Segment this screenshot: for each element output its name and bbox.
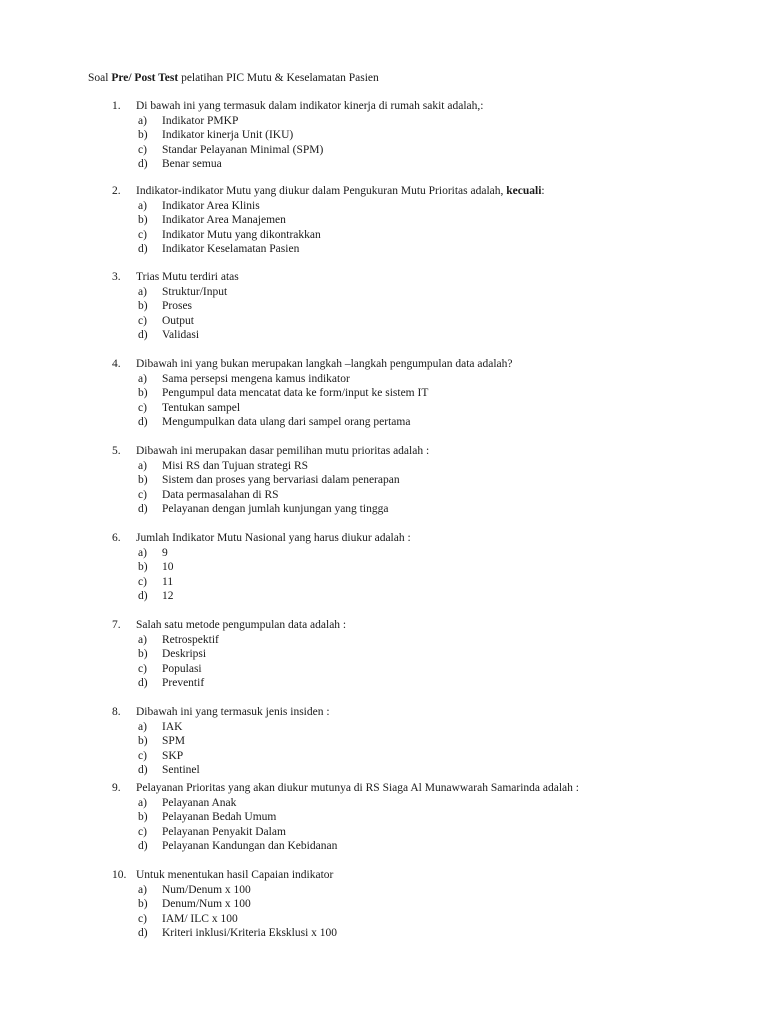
question-item: [0, 270, 768, 343]
answer-option: [0, 575, 768, 590]
question-text: [136, 531, 411, 546]
option-letter: d): [138, 416, 148, 429]
question-line: [0, 781, 768, 796]
option-text: Pelayanan Penyakit Dalam: [162, 825, 286, 838]
option-text: Tentukan sampel: [162, 401, 241, 414]
answer-option: [0, 459, 768, 474]
question-number: 5.: [112, 445, 121, 457]
option-text: Data permasalahan di RS: [162, 488, 279, 501]
answer-option: [0, 647, 768, 662]
question-main-text: Dibawah ini yang bukan merupakan langkah –langkah pengumpulan data adalah?: [136, 358, 513, 370]
option-letter: c): [138, 314, 147, 327]
question-text: [136, 99, 483, 114]
answer-option: [0, 912, 768, 927]
answer-option: [0, 372, 768, 387]
option-text: Mengumpulkan data ulang dari sampel orang pertama: [162, 416, 411, 429]
option-text: Pengumpul data mencatat data ke form/input ke sistem IT: [162, 387, 429, 400]
question-text: [136, 868, 333, 883]
question-main-text: Dibawah ini merupakan dasar pemilihan mutu prioritas adalah :: [136, 445, 430, 457]
answer-option: [0, 676, 768, 691]
option-letter: d): [138, 840, 148, 853]
option-text: Sama persepsi mengena kamus indikator: [162, 372, 350, 385]
option-text: Populasi: [162, 662, 202, 675]
option-letter: b): [138, 129, 148, 142]
option-text: Num/Denum x 100: [162, 883, 251, 896]
option-text: Indikator PMKP: [162, 114, 239, 127]
option-text: 12: [162, 590, 174, 603]
answer-option: [0, 157, 768, 172]
question-item: [0, 868, 768, 941]
answer-option: [0, 299, 768, 314]
answer-option: [0, 897, 768, 912]
answer-option: [0, 633, 768, 648]
option-text: Indikator Area Klinis: [162, 199, 260, 212]
answer-option: [0, 143, 768, 158]
question-number: 8.: [112, 706, 121, 718]
question-text: [136, 270, 239, 285]
question-main-text: Indikator-indikator Mutu yang diukur dalam Pengukuran Mutu Prioritas adalah,: [136, 185, 507, 197]
question-main-text: Pelayanan Prioritas yang akan diukur mutunya di RS Siaga Al Munawwarah Samarinda adalah :: [136, 782, 579, 794]
option-letter: d): [138, 329, 148, 342]
answer-option: [0, 589, 768, 604]
question-line: [0, 618, 768, 633]
answer-option: [0, 546, 768, 561]
title-prefix: Soal: [88, 72, 112, 84]
option-letter: c): [138, 575, 147, 588]
option-text: Validasi: [162, 329, 200, 342]
question-line: [0, 531, 768, 546]
question-item: [0, 705, 768, 778]
answer-option: [0, 720, 768, 735]
option-letter: c): [138, 749, 147, 762]
option-text: IAK: [162, 720, 183, 733]
option-text: 10: [162, 561, 174, 574]
question-text: [136, 184, 545, 199]
question-item: [0, 618, 768, 691]
answer-option: [0, 749, 768, 764]
option-text: SPM: [162, 735, 186, 748]
option-letter: b): [138, 474, 148, 487]
option-letter: c): [138, 488, 147, 501]
option-letter: d): [138, 158, 148, 171]
option-text: Pelayanan Anak: [162, 796, 237, 809]
question-line: [0, 270, 768, 285]
answer-option: [0, 734, 768, 749]
answer-option: [0, 285, 768, 300]
answer-option: [0, 810, 768, 825]
question-line: [0, 868, 768, 883]
option-text: Indikator Keselamatan Pasien: [162, 243, 300, 256]
question-emphasis: kecuali: [506, 185, 542, 197]
question-main-text: Trias Mutu terdiri atas: [136, 271, 239, 283]
answer-option: [0, 401, 768, 416]
option-letter: a): [138, 199, 147, 212]
option-text: Pelayanan Bedah Umum: [162, 811, 277, 824]
option-letter: a): [138, 633, 147, 646]
question-text: [136, 444, 429, 459]
option-letter: d): [138, 927, 148, 940]
question-line: [0, 705, 768, 720]
option-letter: d): [138, 243, 148, 256]
answer-option: [0, 488, 768, 503]
answer-option: [0, 926, 768, 941]
option-text: Benar semua: [162, 158, 222, 171]
question-line: [0, 444, 768, 459]
question-item: [0, 781, 768, 854]
answer-option: [0, 825, 768, 840]
option-letter: b): [138, 561, 148, 574]
answer-option: [0, 796, 768, 811]
option-letter: b): [138, 214, 148, 227]
question-main-text: Dibawah ini yang termasuk jenis insiden :: [136, 706, 330, 718]
answer-option: [0, 328, 768, 343]
answer-option: [0, 128, 768, 143]
option-text: Proses: [162, 300, 193, 313]
option-letter: a): [138, 372, 147, 385]
option-letter: a): [138, 720, 147, 733]
question-main-text: Di bawah ini yang termasuk dalam indikator kinerja di rumah sakit adalah,:: [136, 100, 484, 112]
question-main-text: Jumlah Indikator Mutu Nasional yang harus diukur adalah :: [136, 532, 411, 544]
question-text: [136, 781, 579, 796]
option-letter: a): [138, 796, 147, 809]
question-main-text: Salah satu metode pengumpulan data adalah :: [136, 619, 347, 631]
question-line: [0, 184, 768, 199]
option-text: Kriteri inklusi/Kriteria Eksklusi x 100: [162, 927, 338, 940]
option-letter: d): [138, 590, 148, 603]
option-letter: c): [138, 143, 147, 156]
option-text: Pelayanan dengan jumlah kunjungan yang tingga: [162, 503, 389, 516]
option-text: IAM/ ILC x 100: [162, 912, 238, 925]
option-text: SKP: [162, 749, 184, 762]
option-text: Indikator kinerja Unit (IKU): [162, 129, 294, 142]
question-number: 10.: [112, 869, 127, 881]
document-title: [88, 71, 379, 85]
option-text: Indikator Mutu yang dikontrakkan: [162, 228, 321, 241]
option-text: 9: [162, 546, 168, 559]
answer-option: [0, 114, 768, 129]
option-text: Denum/Num x 100: [162, 898, 251, 911]
option-text: Preventif: [162, 677, 205, 690]
question-main-text: Untuk menentukan hasil Capaian indikator: [136, 869, 334, 881]
answer-option: [0, 839, 768, 854]
option-letter: c): [138, 662, 147, 675]
answer-option: [0, 228, 768, 243]
title-suffix: pelatihan PIC Mutu & Keselamatan Pasien: [178, 72, 379, 84]
question-number: 2.: [112, 185, 121, 197]
option-text: Standar Pelayanan Minimal (SPM): [162, 143, 324, 156]
option-letter: a): [138, 285, 147, 298]
option-text: Deskripsi: [162, 648, 207, 661]
answer-option: [0, 662, 768, 677]
option-letter: b): [138, 735, 148, 748]
answer-option: [0, 502, 768, 517]
option-letter: c): [138, 825, 147, 838]
option-letter: d): [138, 677, 148, 690]
question-text: [136, 357, 513, 372]
answer-option: [0, 763, 768, 778]
question-line: [0, 99, 768, 114]
option-letter: d): [138, 764, 148, 777]
question-item: [0, 444, 768, 517]
option-letter: c): [138, 228, 147, 241]
question-number: 9.: [112, 782, 121, 794]
answer-option: [0, 560, 768, 575]
question-number: 6.: [112, 532, 121, 544]
option-letter: c): [138, 912, 147, 925]
answer-option: [0, 242, 768, 257]
answer-option: [0, 883, 768, 898]
question-number: 7.: [112, 619, 121, 631]
option-text: Retrospektif: [162, 633, 219, 646]
question-item: [0, 184, 768, 257]
option-text: 11: [162, 575, 174, 588]
option-text: Struktur/Input: [162, 285, 228, 298]
answer-option: [0, 415, 768, 430]
option-letter: a): [138, 114, 147, 127]
answer-option: [0, 314, 768, 329]
answer-option: [0, 213, 768, 228]
question-number: 4.: [112, 358, 121, 370]
question-tail: :: [541, 185, 545, 197]
answer-option: [0, 473, 768, 488]
answer-option: [0, 386, 768, 401]
option-letter: b): [138, 300, 148, 313]
question-text: [136, 705, 330, 720]
option-letter: b): [138, 898, 148, 911]
question-number: 3.: [112, 271, 121, 283]
option-letter: a): [138, 883, 147, 896]
question-number: 1.: [112, 100, 121, 112]
question-item: [0, 357, 768, 430]
option-letter: c): [138, 401, 147, 414]
question-text: [136, 618, 346, 633]
option-text: Misi RS dan Tujuan strategi RS: [162, 459, 309, 472]
option-text: Sistem dan proses yang bervariasi dalam penerapan: [162, 474, 400, 487]
option-text: Output: [162, 314, 194, 327]
option-letter: a): [138, 546, 147, 559]
question-line: [0, 357, 768, 372]
option-text: Sentinel: [162, 764, 200, 777]
option-letter: b): [138, 648, 148, 661]
answer-option: [0, 199, 768, 214]
option-letter: d): [138, 503, 148, 516]
option-letter: b): [138, 387, 148, 400]
option-text: Indikator Area Manajemen: [162, 214, 286, 227]
option-letter: b): [138, 811, 148, 824]
question-item: [0, 531, 768, 604]
question-item: [0, 99, 768, 172]
title-bold: Pre/ Post Test: [111, 72, 179, 84]
option-letter: a): [138, 459, 147, 472]
option-text: Pelayanan Kandungan dan Kebidanan: [162, 840, 338, 853]
